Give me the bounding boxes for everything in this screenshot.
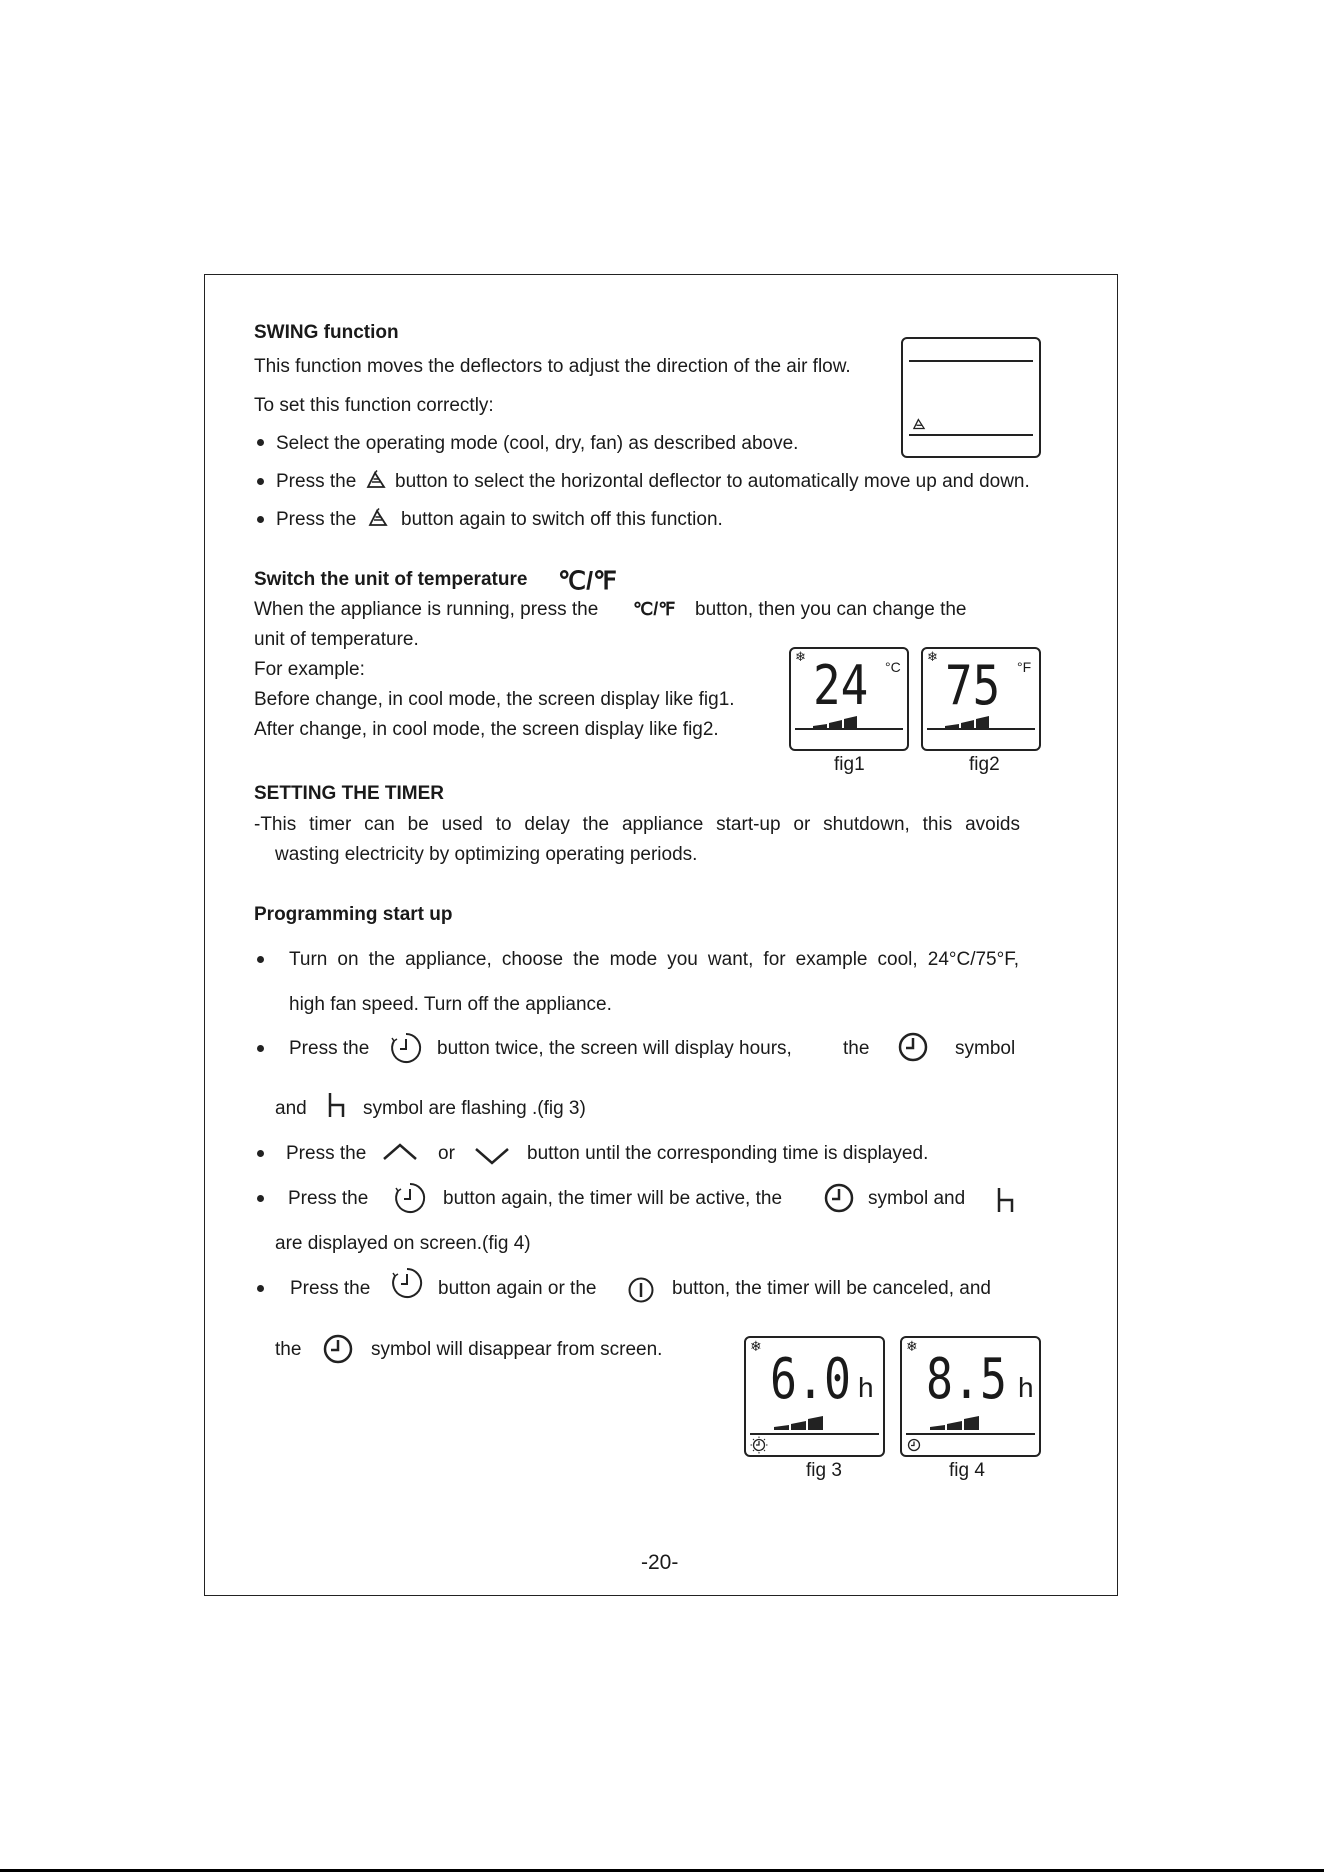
- bullet: [257, 1150, 264, 1157]
- startup-title: Programming start up: [254, 904, 453, 925]
- fig4-display: [900, 1336, 1041, 1457]
- fig3-value: 6.0: [770, 1347, 851, 1412]
- startup-bullet-5-mid: button again or the: [438, 1278, 597, 1299]
- startup-bullet-3-pre: Press the: [286, 1143, 367, 1164]
- clock-icon: [322, 1333, 354, 1365]
- fan-speed-icon: [813, 716, 859, 728]
- startup-bullet-4-line-2: are displayed on screen.(fig 4): [275, 1233, 531, 1254]
- swing-bullet-1: Select the operating mode (cool, dry, fan) as described above.: [276, 433, 799, 454]
- swing-title: SWING function: [254, 322, 399, 343]
- hour-h-icon: [327, 1091, 347, 1119]
- fig3-caption: fig 3: [806, 1460, 842, 1481]
- fig2-display: [921, 647, 1041, 751]
- swing-bullet-2-pre: Press the: [276, 471, 357, 492]
- swing-bullet-2-post: button to select the horizontal deflector to automatically move up and down.: [395, 471, 1030, 492]
- timer-button-icon: [393, 1181, 427, 1215]
- startup-bullet-5-post: button, the timer will be canceled, and: [672, 1278, 991, 1299]
- clock-icon: [750, 1436, 768, 1454]
- unit-line-1-post: button, then you can change the: [695, 599, 967, 620]
- snowflake-icon: ❄: [927, 649, 938, 664]
- clock-icon: [897, 1031, 929, 1063]
- fan-speed-icon: [930, 1416, 980, 1430]
- unit-example: For example:: [254, 659, 365, 680]
- fig4-caption: fig 4: [949, 1460, 985, 1481]
- swing-icon: [912, 417, 926, 431]
- fig3-display: [744, 1336, 885, 1457]
- hour-h-icon: [996, 1186, 1016, 1214]
- timer-button-icon: [390, 1266, 424, 1300]
- swing-icon: [365, 469, 387, 491]
- startup-bullet-3-or: or: [438, 1143, 455, 1164]
- unit-line-1-pre: When the appliance is running, press the: [254, 599, 599, 620]
- fig2-unit: °F: [1017, 659, 1032, 675]
- startup-bullet-1-line-2: high fan speed. Turn off the appliance.: [289, 994, 612, 1015]
- fan-speed-icon: [774, 1416, 824, 1430]
- startup-bullet-5-the: the: [275, 1339, 302, 1360]
- startup-bullet-2-mid: button twice, the screen will display hours,: [437, 1038, 792, 1059]
- power-icon: [627, 1276, 655, 1304]
- startup-bullet-5-pre: Press the: [290, 1278, 371, 1299]
- bullet: [257, 956, 264, 963]
- swing-display-figure: [901, 337, 1041, 458]
- swing-intro: To set this function correctly:: [254, 395, 494, 416]
- startup-bullet-2-post: symbol are flashing .(fig 3): [363, 1098, 586, 1119]
- page-number: -20-: [641, 1551, 679, 1574]
- swing-description: This function moves the deflectors to adjust the direction of the air flow.: [254, 356, 851, 377]
- startup-bullet-2-and: and: [275, 1098, 307, 1119]
- celsius-fahrenheit-icon: ℃/℉: [558, 567, 617, 595]
- fig1-caption: fig1: [834, 754, 865, 775]
- timer-desc-2: wasting electricity by optimizing operating periods.: [275, 844, 698, 865]
- startup-bullet-5-line-2: symbol will disappear from screen.: [371, 1339, 663, 1360]
- timer-button-icon: [389, 1031, 423, 1065]
- bullet: [257, 439, 264, 446]
- fig1-value: 24: [813, 654, 869, 717]
- fig1-display: [789, 647, 909, 751]
- unit-title: Switch the unit of temperature: [254, 569, 528, 590]
- swing-bullet-3-pre: Press the: [276, 509, 357, 530]
- startup-bullet-1-line-1: Turn on the appliance, choose the mode you want, for example cool, 24°C/75°F,: [289, 949, 1019, 970]
- startup-bullet-4-pre: Press the: [288, 1188, 369, 1209]
- fig2-caption: fig2: [969, 754, 1000, 775]
- fan-speed-icon: [945, 716, 991, 728]
- swing-icon: [367, 507, 389, 529]
- fig1-unit: °C: [885, 659, 901, 675]
- bullet: [257, 1285, 264, 1292]
- startup-bullet-2-symbol: symbol: [955, 1038, 1016, 1059]
- down-arrow-icon: [474, 1146, 510, 1166]
- bullet: [257, 1045, 264, 1052]
- clock-icon: [907, 1438, 921, 1452]
- startup-bullet-4-and: symbol and: [868, 1188, 966, 1209]
- clock-icon: [823, 1182, 855, 1214]
- snowflake-icon: ❄: [906, 1338, 918, 1354]
- up-arrow-icon: [382, 1142, 418, 1162]
- bullet: [257, 1195, 264, 1202]
- fig2-value: 75: [945, 654, 1001, 717]
- timer-title: SETTING THE TIMER: [254, 783, 444, 804]
- celsius-fahrenheit-icon: ℃/℉: [633, 599, 676, 619]
- fig4-value: 8.5: [926, 1347, 1007, 1412]
- unit-before: Before change, in cool mode, the screen display like fig1.: [254, 689, 735, 710]
- unit-after: After change, in cool mode, the screen display like fig2.: [254, 719, 719, 740]
- unit-line-2: unit of temperature.: [254, 629, 419, 650]
- snowflake-icon: ❄: [750, 1338, 762, 1354]
- snowflake-icon: ❄: [795, 649, 806, 664]
- startup-bullet-2-the: the: [843, 1038, 870, 1059]
- swing-bullet-3-post: button again to switch off this function.: [401, 509, 723, 530]
- startup-bullet-4-mid: button again, the timer will be active, the: [443, 1188, 783, 1209]
- startup-bullet-2-pre: Press the: [289, 1038, 370, 1059]
- startup-bullet-3-post: button until the corresponding time is displayed.: [527, 1143, 929, 1164]
- bullet: [257, 516, 264, 523]
- fig3-unit: h: [858, 1372, 874, 1403]
- timer-desc-1: -This timer can be used to delay the appliance start-up or shutdown, this avoids: [254, 814, 1020, 835]
- bullet: [257, 478, 264, 485]
- fig4-unit: h: [1018, 1372, 1034, 1403]
